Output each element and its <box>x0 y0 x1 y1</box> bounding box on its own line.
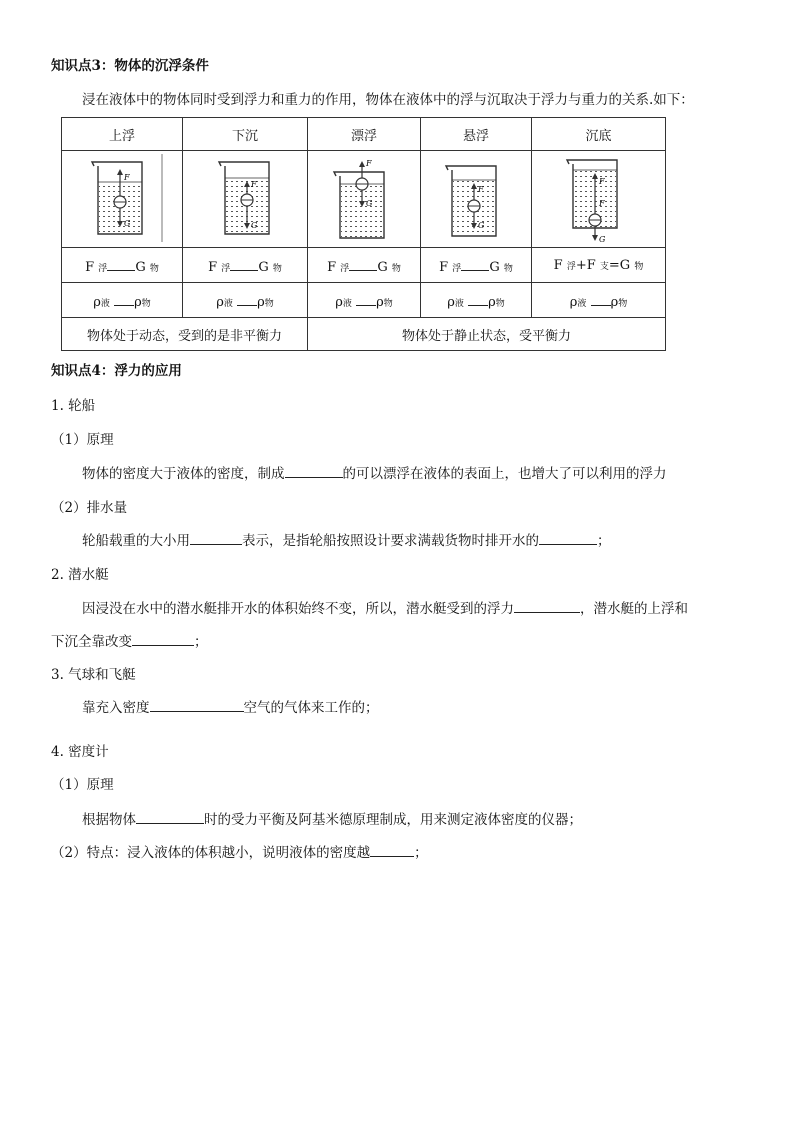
kp3-intro: 浸在液体中的物体同时受到浮力和重力的作用，物体在液体中的浮与沉取决于浮力与重力的关系.如下： <box>82 92 694 108</box>
force-float: F 浮 G 物 <box>308 248 421 283</box>
header-sink: 下沉 <box>183 118 308 151</box>
diagram-rise <box>62 151 183 248</box>
summary-row <box>62 318 666 351</box>
section-title-kp3: 知识点3：物体的沉浮条件 <box>51 58 209 74</box>
answer-blank[interactable] <box>132 631 194 646</box>
item-ship: 1. 轮船 <box>51 398 96 414</box>
table-header-row <box>62 118 666 151</box>
force-row <box>62 248 666 283</box>
header-rise: 上浮 <box>62 118 183 151</box>
force-rise: F 浮 G 物 <box>62 248 183 283</box>
force-bottom: F 浮+F 支=G 物 <box>532 248 666 283</box>
answer-blank[interactable] <box>237 291 257 306</box>
answer-blank[interactable] <box>356 291 376 306</box>
label-fz: F <box>598 199 605 208</box>
answer-blank[interactable] <box>468 291 488 306</box>
header-float: 漂浮 <box>308 118 421 151</box>
item-submarine: 2. 潜水艇 <box>51 567 109 583</box>
item-displacement: （2）排水量 <box>51 500 128 516</box>
ship-principle-line: 物体的密度大于液体的密度，制成 的可以漂浮在液体的表面上，也增大了可以利用的浮力 <box>82 462 667 482</box>
label-f: F <box>478 185 484 194</box>
answer-blank[interactable] <box>539 530 597 545</box>
answer-blank[interactable] <box>230 256 258 271</box>
submarine-line-2: 下沉全靠改变 ； <box>51 630 208 650</box>
label-g: G <box>366 199 373 208</box>
answer-blank[interactable] <box>514 598 580 613</box>
label-f: F <box>598 177 605 186</box>
beaker-bottom-diagram <box>549 154 649 244</box>
section-title-kp4: 知识点4：浮力的应用 <box>51 363 182 379</box>
answer-blank[interactable] <box>150 697 244 712</box>
label-f: F <box>124 173 130 182</box>
density-row <box>62 283 666 318</box>
beaker-rise-diagram <box>72 154 172 244</box>
diagram-suspend <box>421 151 532 248</box>
label-g: G <box>251 221 258 230</box>
answer-blank[interactable] <box>349 256 377 271</box>
item-hydrometer: 4. 密度计 <box>51 744 109 760</box>
density-rise: ρ液 ρ物 <box>62 283 183 318</box>
item-balloon: 3. 气球和飞艇 <box>51 667 136 683</box>
float-sink-table <box>61 117 666 351</box>
item-ship-principle: （1）原理 <box>51 432 114 448</box>
diagram-row <box>62 151 666 248</box>
displacement-line: 轮船载重的大小用 表示，是指轮船按照设计要求满载货物时排开水的 ； <box>82 529 611 549</box>
label-g: G <box>124 219 131 228</box>
hydrometer-principle-line: 根据物体 时的受力平衡及阿基米德原理制成，用来测定液体密度的仪器； <box>82 808 582 828</box>
answer-blank[interactable] <box>190 530 242 545</box>
summary-dynamic: 物体处于动态，受到的是非平衡力 <box>62 318 308 351</box>
header-suspend: 悬浮 <box>421 118 532 151</box>
hydrometer-feature-line: （2）特点：浸入液体的体积越小，说明液体的密度越 ； <box>51 841 428 861</box>
answer-blank[interactable] <box>114 291 134 306</box>
diagram-bottom <box>532 151 666 248</box>
item-hydrometer-principle: （1）原理 <box>51 777 114 793</box>
balloon-line: 靠充入密度 空气的气体来工作的； <box>82 696 379 716</box>
answer-blank[interactable] <box>285 463 343 478</box>
label-f: F <box>366 159 372 168</box>
header-bottom: 沉底 <box>532 118 666 151</box>
density-float: ρ液 ρ物 <box>308 283 421 318</box>
answer-blank[interactable] <box>461 256 489 271</box>
submarine-line-1: 因浸没在水中的潜水艇排开水的体积始终不变，所以，潜水艇受到的浮力 ，潜水艇的上浮和 <box>82 597 688 617</box>
summary-static: 物体处于静止状态，受平衡力 <box>308 318 666 351</box>
label-f: F <box>251 180 257 189</box>
beaker-sink-diagram <box>195 154 295 244</box>
answer-blank[interactable] <box>370 842 414 857</box>
answer-blank[interactable] <box>107 256 135 271</box>
density-suspend: ρ液 ρ物 <box>421 283 532 318</box>
beaker-float-diagram <box>314 154 414 244</box>
force-sink: F 浮 G 物 <box>183 248 308 283</box>
diagram-sink <box>183 151 308 248</box>
beaker-suspend-diagram <box>426 154 526 244</box>
label-g: G <box>478 221 485 230</box>
density-bottom: ρ液 ρ物 <box>532 283 666 318</box>
force-suspend: F 浮 G 物 <box>421 248 532 283</box>
answer-blank[interactable] <box>136 809 204 824</box>
label-g: G <box>598 235 605 244</box>
density-sink: ρ液 ρ物 <box>183 283 308 318</box>
answer-blank[interactable] <box>591 291 611 306</box>
diagram-float <box>308 151 421 248</box>
